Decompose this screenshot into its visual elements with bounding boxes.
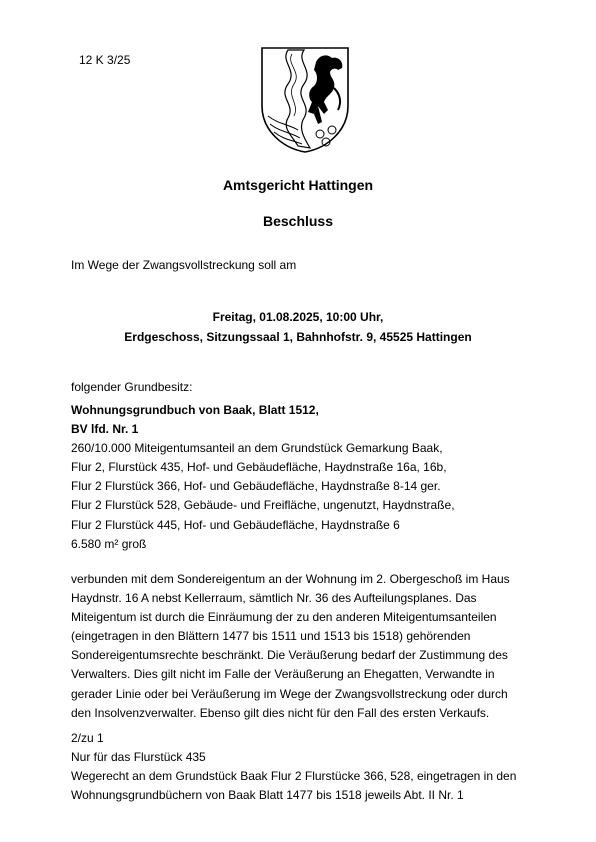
description-line: verbunden mit dem Sondereigentum an der Wohnung im 2. Obergeschoß im Haus bbox=[71, 572, 510, 586]
hearing-location: Erdgeschoss, Sitzungssaal 1, Bahnhofstr. 9, 45525 Hattingen bbox=[124, 330, 472, 344]
annex-line: Wohnungsgrundbüchern von Baak Blatt 1477 bis 1518 jeweils Abt. II Nr. 1 bbox=[71, 788, 464, 803]
property-block bbox=[71, 401, 531, 554]
property-line: Flur 2, Flurstück 435, Hof- und Gebäudefläche, Haydnstraße 16a, 16b, bbox=[71, 460, 447, 475]
file-number: 12 K 3/25 bbox=[79, 53, 131, 67]
property-line: Flur 2 Flurstück 445, Hof- und Gebäudefläche, Haydnstraße 6 bbox=[71, 517, 400, 532]
description-block bbox=[71, 570, 531, 723]
court-name: Amtsgericht Hattingen bbox=[222, 177, 374, 193]
annex-line: 2/zu 1 bbox=[71, 731, 104, 745]
description-line: Haydnstr. 16 A nebst Kellerraum, sämtlich Nr. 36 des Aufteilungsplanes. Das bbox=[71, 591, 477, 606]
property-heading-1: Wohnungsgrundbuch von Baak, Blatt 1512, bbox=[71, 403, 319, 417]
annex-block bbox=[71, 729, 531, 805]
hearing-date: Freitag, 01.08.2025, 10:00 Uhr, bbox=[212, 310, 384, 324]
property-line: 260/10.000 Miteigentumsanteil an dem Grundstück Gemarkung Baak, bbox=[71, 441, 443, 456]
coat-of-arms-icon bbox=[258, 44, 352, 154]
property-line: Flur 2 Flurstück 528, Gebäude- und Freifläche, ungenutzt, Haydnstraße, bbox=[71, 498, 455, 513]
property-line: 6.580 m² groß bbox=[71, 536, 147, 551]
document-title: Beschluss bbox=[262, 213, 334, 229]
property-heading-2: BV lfd. Nr. 1 bbox=[71, 422, 139, 437]
description-line: (eingetragen in den Blättern 1477 bis 1511 und 1513 bis 1518) gehörenden bbox=[71, 629, 471, 644]
description-line: gerader Linie oder bei Veräußerung im Wege der Zwangsvollstreckung oder durch bbox=[71, 686, 508, 701]
description-line: Sondereigentumsrechte beschränkt. Die Veräußerung bedarf der Zustimmung des bbox=[71, 648, 508, 663]
intro-text: Im Wege der Zwangsvollstreckung soll am bbox=[71, 258, 297, 272]
annex-line: Wegerecht an dem Grundstück Baak Flur 2 Flurstücke 366, 528, eingetragen in den bbox=[71, 769, 517, 784]
annex-line: Nur für das Flurstück 435 bbox=[71, 750, 206, 765]
description-line: den Insolvenzverwalter. Ebenso gilt dies nicht für den Fall des ersten Verkaufs. bbox=[71, 705, 490, 720]
property-line: Flur 2 Flurstück 366, Hof- und Gebäudefläche, Haydnstraße 8-14 ger. bbox=[71, 479, 441, 494]
property-intro: folgender Grundbesitz: bbox=[71, 380, 193, 394]
description-line: Miteigentum ist durch die Einräumung der zu den anderen Miteigentumsanteilen bbox=[71, 610, 497, 625]
description-line: Verwalters. Dies gilt nicht im Falle der Veräußerung an Ehegatten, Verwandte in bbox=[71, 667, 495, 682]
